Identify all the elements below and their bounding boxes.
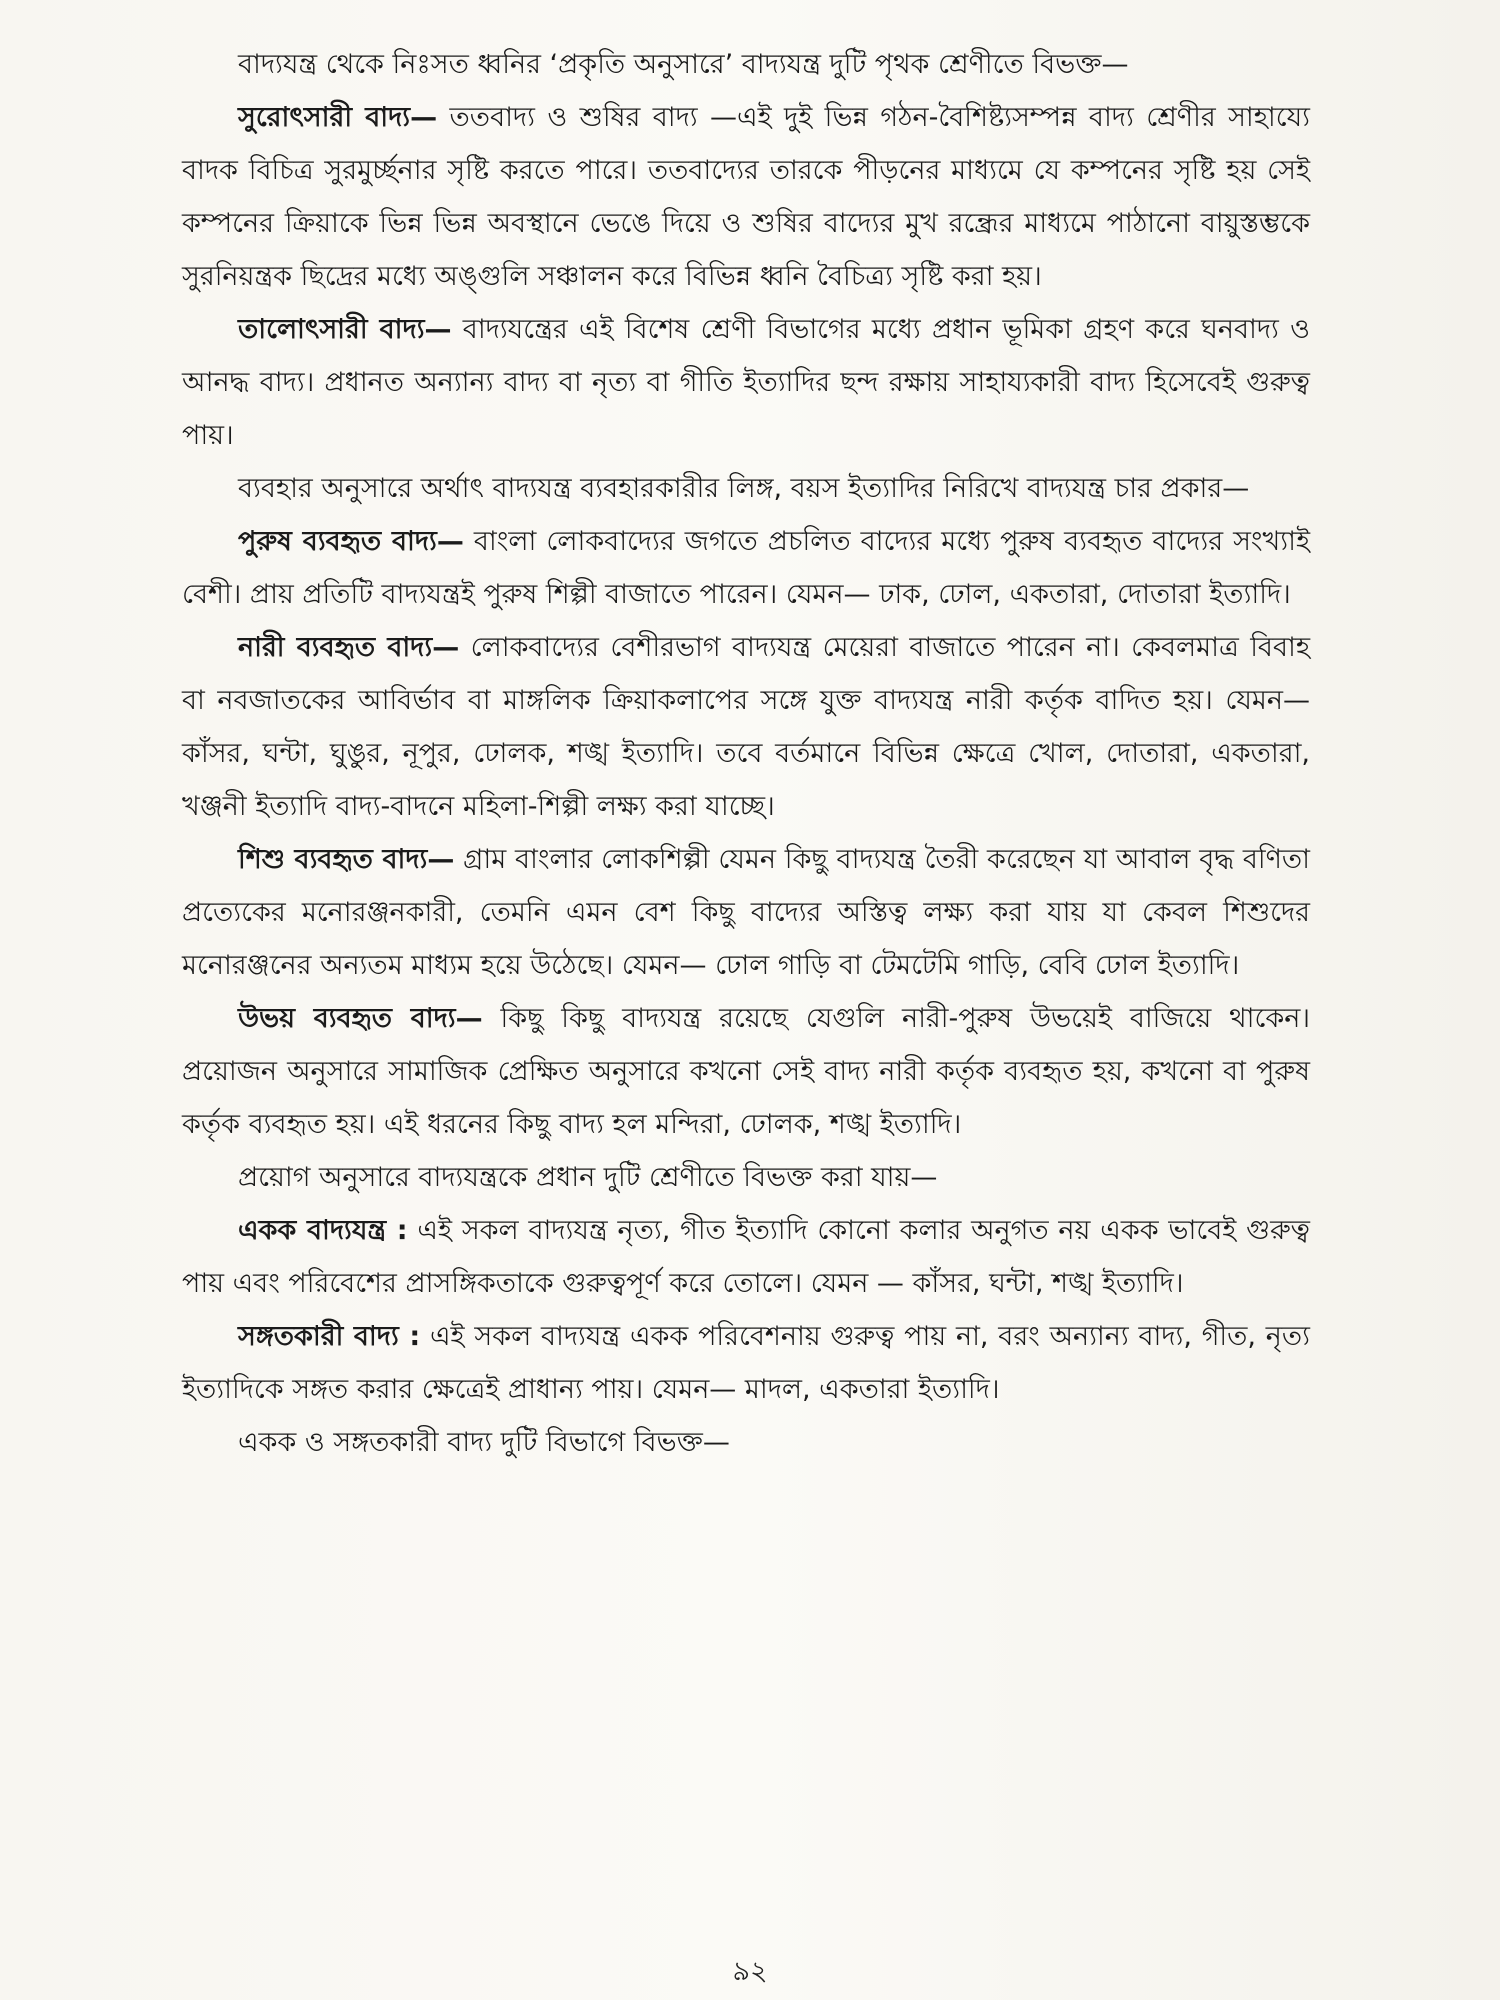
page-body	[182, 38, 1310, 1469]
usage-intro-paragraph: ব্যবহার অনুসারে অর্থাৎ বাদ্যযন্ত্র ব্যবহারকারীর লিঙ্গ, বয়স ইত্যাদির নিরিখে বাদ্যযন্ত্র চার প্রকার—	[238, 473, 1250, 504]
text-solo-instruments: এই সকল বাদ্যযন্ত্র নৃত্য, গীত ইত্যাদি কোনো কলার অনুগত নয় একক ভাবেই গুরুত্ব পায় এবং পরিবেশের প্রাসঙ্গিকতাকে গুরুত্বপূর্ণ করে তোলে। যেমন — কাঁসর, ঘন্টা, শঙ্খ ইত্যাদি।	[182, 1215, 1310, 1299]
term-accompanying-instruments: সঙ্গতকারী বাদ্য :	[238, 1321, 421, 1352]
term-solo-instruments: একক বাদ্যযন্ত্র :	[238, 1215, 408, 1246]
paragraph-both-instruments	[182, 992, 1310, 1151]
page-number: ৯২	[732, 1956, 768, 1987]
term-melodic-instruments: সুরোৎসারী বাদ্য—	[238, 102, 438, 133]
closing-paragraph: একক ও সঙ্গতকারী বাদ্য দুটি বিভাগে বিভক্ত—	[238, 1427, 730, 1458]
paragraph-female-instruments	[182, 621, 1310, 833]
term-male-instruments: পুরুষ ব্যবহৃত বাদ্য—	[238, 526, 464, 557]
paragraph-rhythmic-instruments	[182, 303, 1310, 462]
text-female-instruments: লোকবাদ্যের বেশীরভাগ বাদ্যযন্ত্র মেয়েরা বাজাতে পারেন না। কেবলমাত্র বিবাহ বা নবজাতকের আবির্ভাব বা মাঙ্গলিক ক্রিয়াকলাপের সঙ্গে যুক্ত বাদ্যযন্ত্র নারী কর্তৃক বাদিত হয়। যেমন— কাঁসর, ঘন্টা, ঘুঙুর, নূপুর, ঢোলক, শঙ্খ ইত্যাদি। তবে বর্তমানে বিভিন্ন ক্ষেত্রে খোল, দোতারা, একতারা, খঞ্জনী ইত্যাদি বাদ্য-বাদনে মহিলা-শিল্পী লক্ষ্য করা যাচ্ছে।	[182, 632, 1311, 822]
text-male-instruments: বাংলা লোকবাদ্যের জগতে প্রচলিত বাদ্যের মধ্যে পুরুষ ব্যবহৃত বাদ্যের সংখ্যাই বেশী। প্রায় প্রতিটি বাদ্যযন্ত্রই পুরুষ শিল্পী বাজাতে পারেন। যেমন— ঢাক, ঢোল, একতারা, দোতারা ইত্যাদি।	[182, 526, 1310, 610]
application-intro-paragraph: প্রয়োগ অনুসারে বাদ্যযন্ত্রকে প্রধান দুটি শ্রেণীতে বিভক্ত করা যায়—	[238, 1162, 938, 1193]
text-children-instruments: গ্রাম বাংলার লোকশিল্পী যেমন কিছু বাদ্যযন্ত্র তৈরী করেছেন যা আবাল বৃদ্ধ বণিতা প্রত্যেকের মনোরঞ্জনকারী, তেমনি এমন বেশ কিছু বাদ্যের অস্তিত্ব লক্ষ্য করা যায় যা কেবল শিশুদের মনোরঞ্জনের অন্যতম মাধ্যম হয়ে উঠেছে। যেমন— ঢোল গাড়ি বা টেমটেমি গাড়ি, বেবি ঢোল ইত্যাদি।	[182, 844, 1310, 981]
paragraph-accompanying-instruments	[182, 1310, 1310, 1416]
term-rhythmic-instruments: তালোৎসারী বাদ্য—	[238, 314, 452, 345]
text-both-instruments: কিছু কিছু বাদ্যযন্ত্র রয়েছে যেগুলি নারী-পুরুষ উভয়েই বাজিয়ে থাকেন। প্রয়োজন অনুসারে সামাজিক প্রেক্ষিত অনুসারে কখনো সেই বাদ্য নারী কর্তৃক ব্যবহৃত হয়, কখনো বা পুরুষ কর্তৃক ব্যবহৃত হয়। এই ধরনের কিছু বাদ্য হল মন্দিরা, ঢোলক, শঙ্খ ইত্যাদি।	[182, 1003, 1311, 1140]
text-accompanying-instruments: এই সকল বাদ্যযন্ত্র একক পরিবেশনায় গুরুত্ব পায় না, বরং অন্যান্য বাদ্য, গীত, নৃত্য ইত্যাদিকে সঙ্গত করার ক্ষেত্রেই প্রাধান্য পায়। যেমন— মাদল, একতারা ইত্যাদি।	[182, 1321, 1310, 1405]
paragraph-melodic-instruments	[182, 91, 1310, 303]
term-female-instruments: নারী ব্যবহৃত বাদ্য—	[238, 632, 460, 663]
term-children-instruments: শিশু ব্যবহৃত বাদ্য—	[238, 844, 455, 875]
text-rhythmic-instruments: বাদ্যযন্ত্রের এই বিশেষ শ্রেণী বিভাগের মধ্যে প্রধান ভূমিকা গ্রহণ করে ঘনবাদ্য ও আনদ্ধ বাদ্য। প্রধানত অন্যান্য বাদ্য বা নৃত্য বা গীতি ইত্যাদির ছন্দ রক্ষায় সাহায্যকারী বাদ্য হিসেবেই গুরুত্ব পায়।	[182, 314, 1310, 451]
term-both-instruments: উভয় ব্যবহৃত বাদ্য—	[238, 1003, 483, 1034]
intro-paragraph: বাদ্যযন্ত্র থেকে নিঃসত ধ্বনির ‘প্রকৃতি অনুসারে’ বাদ্যযন্ত্র দুটি পৃথক শ্রেণীতে বিভক্ত—	[238, 49, 1129, 80]
paragraph-solo-instruments	[182, 1204, 1310, 1310]
paragraph-male-instruments	[182, 515, 1310, 621]
paragraph-children-instruments	[182, 833, 1310, 992]
text-melodic-instruments: ততবাদ্য ও শুষির বাদ্য —এই দুই ভিন্ন গঠন-বৈশিষ্ট্যসম্পন্ন বাদ্য শ্রেণীর সাহায্যে বাদক বিচিত্র সুরমুর্চ্ছনার সৃষ্টি করতে পারে। ততবাদ্যের তারকে পীড়নের মাধ্যমে যে কম্পনের সৃষ্টি হয় সেই কম্পনের ক্রিয়াকে ভিন্ন ভিন্ন অবস্থানে ভেঙে দিয়ে ও শুষির বাদ্যের মুখ রন্ধ্রের মাধ্যমে পাঠানো বায়ুস্তম্ভকে সুরনিয়ন্ত্রক ছিদ্রের মধ্যে অঙ্গুলি সঞ্চালন করে বিভিন্ন ধ্বনি বৈচিত্র্য সৃষ্টি করা হয়।	[182, 102, 1310, 292]
